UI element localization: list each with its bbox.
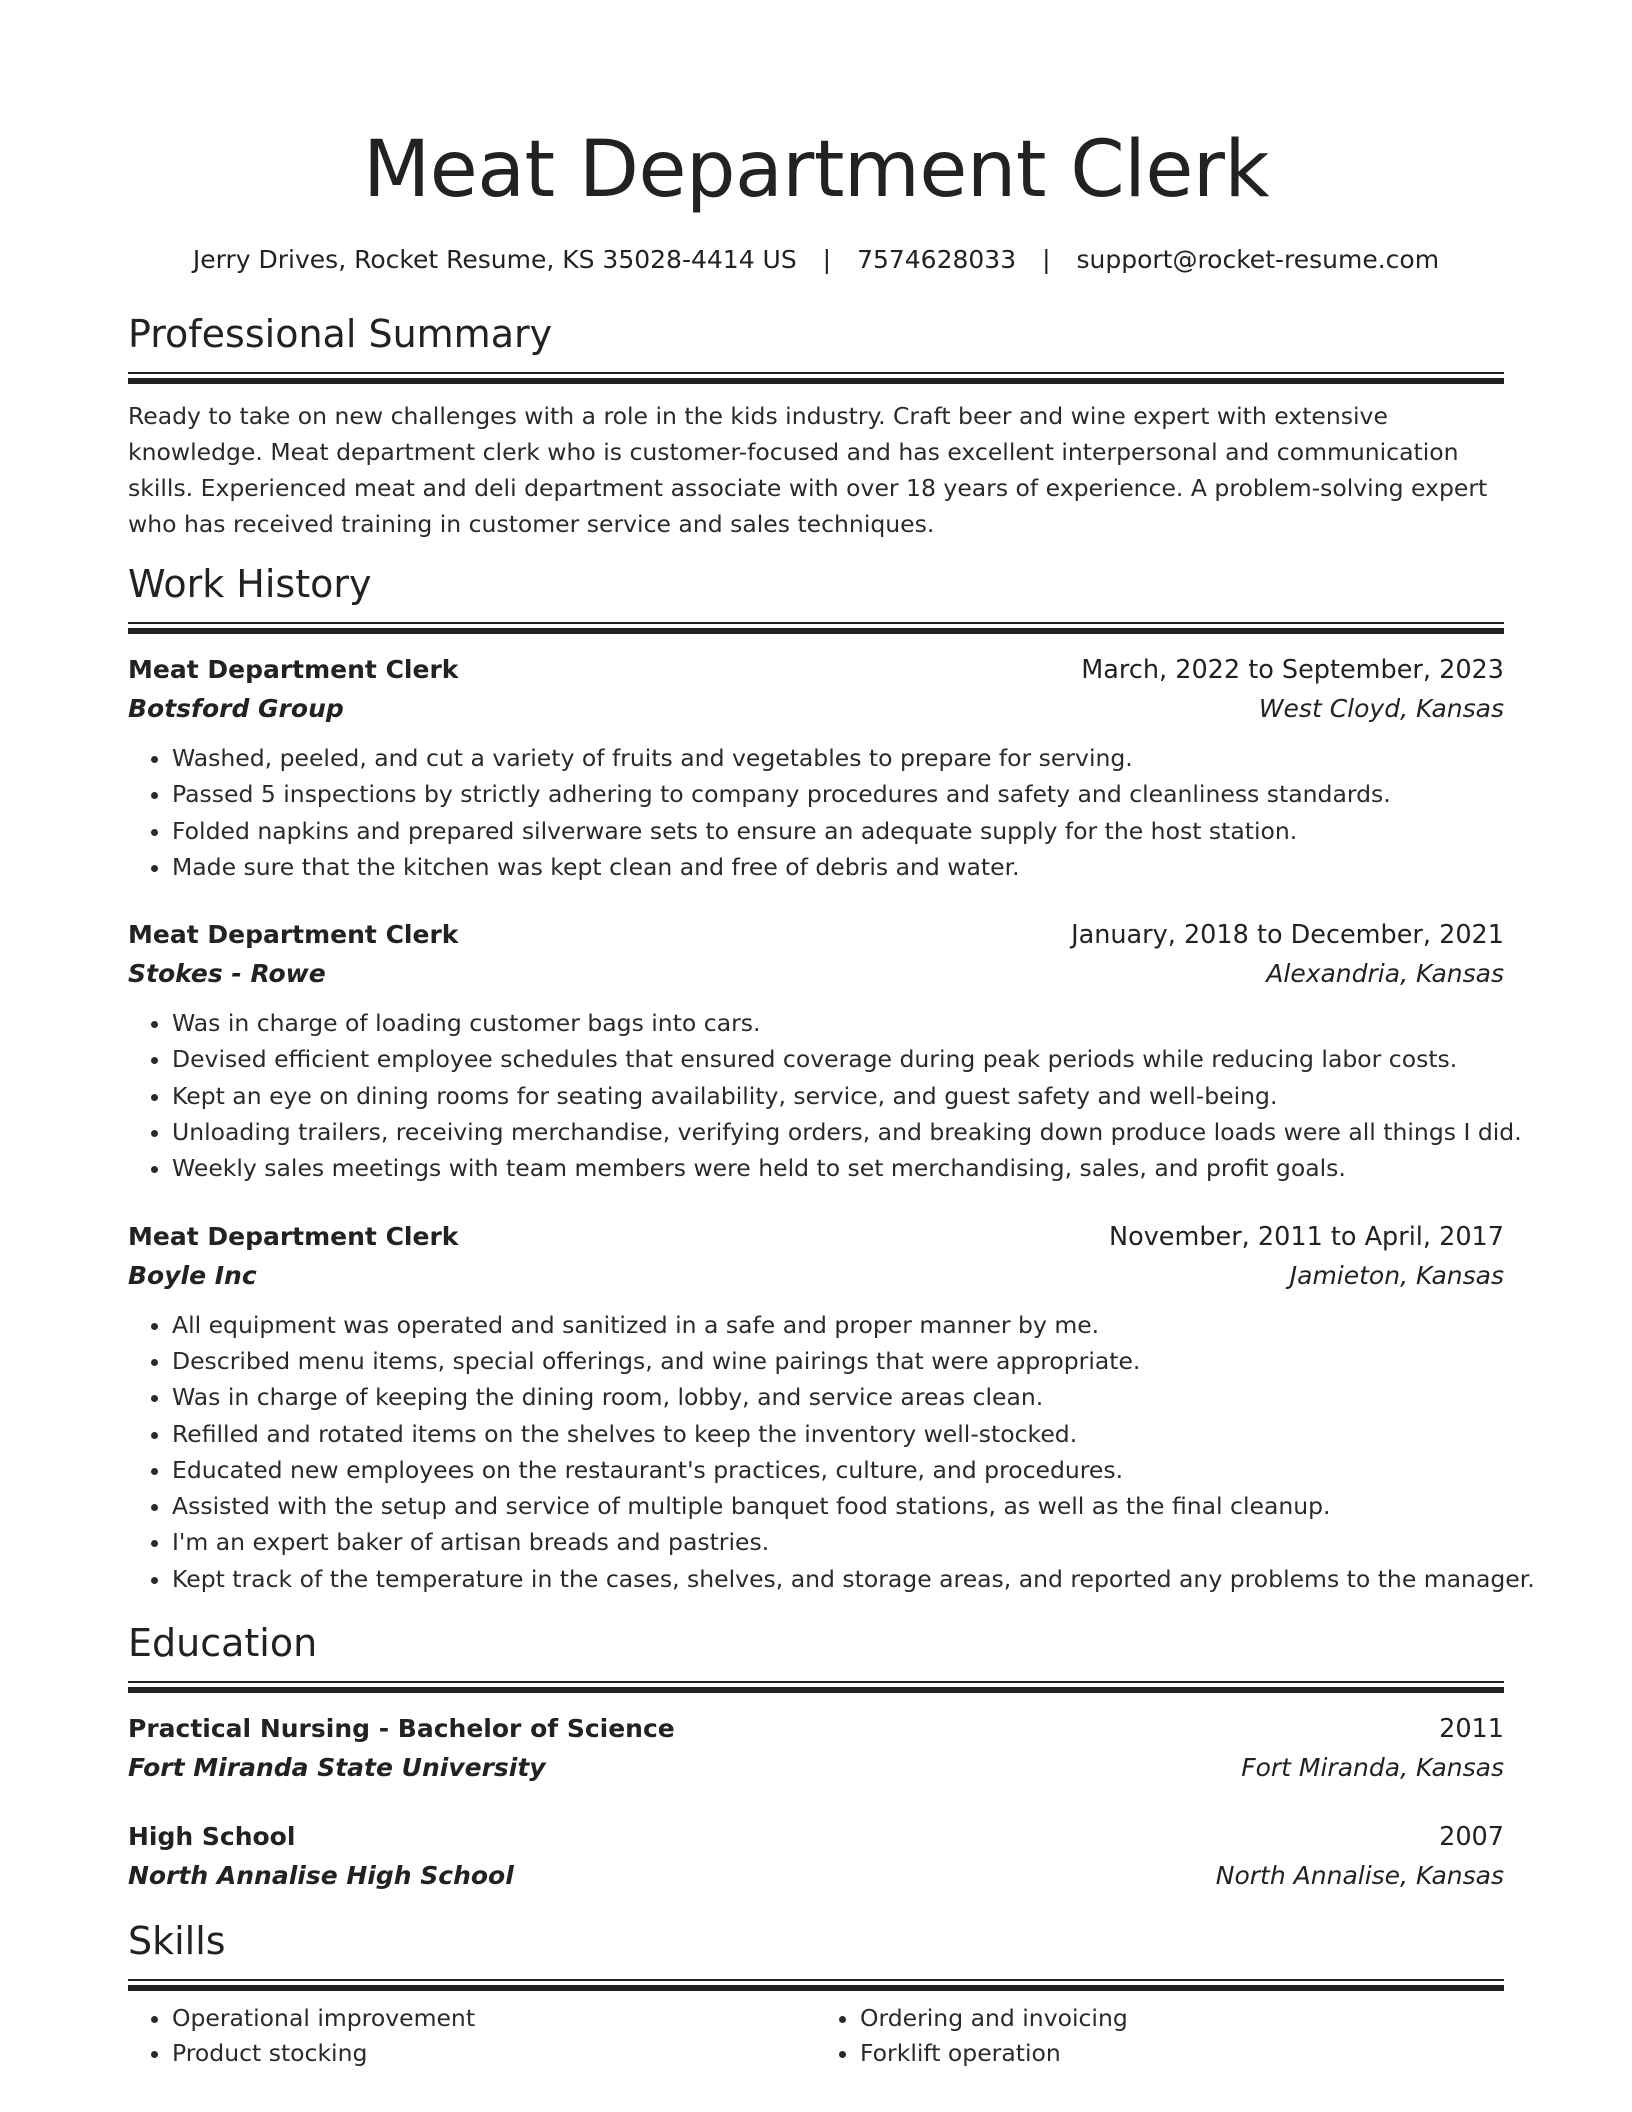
education-school: Fort Miranda State University bbox=[128, 1753, 546, 1783]
job-duty: • Weekly sales meetings with team members were held to set merchandising, sales, and profit goals. bbox=[172, 1150, 1504, 1186]
section-divider bbox=[128, 1681, 1504, 1693]
contact-separator: | bbox=[822, 245, 832, 274]
skill-item: • Operational improvement bbox=[172, 2001, 816, 2036]
job-company: Botsford Group bbox=[128, 694, 344, 723]
job-location: Alexandria, Kansas bbox=[1266, 959, 1504, 989]
job-duties-list bbox=[128, 740, 1504, 885]
job-duty: • Devised efficient employee schedules that ensured coverage during peak periods while reducing labor costs. bbox=[172, 1041, 1504, 1077]
job-duty: • Unloading trailers, receiving merchandise, verifying orders, and breaking down produce loads were all things I did. bbox=[172, 1114, 1504, 1150]
education-section-header bbox=[128, 1619, 1504, 1693]
skills-list bbox=[128, 2001, 1504, 2071]
section-title-education: Education bbox=[128, 1621, 318, 1666]
job-dates: November, 2011 to April, 2017 bbox=[1109, 1221, 1504, 1252]
job-location: West Cloyd, Kansas bbox=[1258, 694, 1504, 723]
section-divider bbox=[128, 1979, 1504, 1991]
contact-address: Jerry Drives, Rocket Resume, KS 35028-4414 US bbox=[192, 245, 797, 274]
job-entry bbox=[128, 915, 1522, 1186]
education-entry bbox=[128, 1817, 1504, 1895]
contact-separator: | bbox=[1042, 245, 1051, 274]
job-duty: • I'm an expert baker of artisan breads and pastries. bbox=[172, 1524, 1504, 1560]
section-title-summary: Professional Summary bbox=[128, 312, 553, 356]
job-duty: • Educated new employees on the restaurant's practices, culture, and procedures. bbox=[172, 1452, 1504, 1488]
contact-email: support@rocket-resume.com bbox=[1076, 245, 1440, 274]
job-dates: January, 2018 to December, 2021 bbox=[1071, 920, 1504, 951]
skill-item: • Forklift operation bbox=[860, 2036, 1504, 2071]
job-duty: • Described menu items, special offerings, and wine pairings that were appropriate. bbox=[172, 1343, 1504, 1379]
skills-column-right bbox=[816, 2001, 1504, 2071]
job-role: Meat Department Clerk bbox=[128, 1221, 459, 1251]
job-duty: • Washed, peeled, and cut a variety of fruits and vegetables to prepare for serving. bbox=[172, 740, 1504, 776]
education-degree: High School bbox=[128, 1822, 296, 1852]
contact-line bbox=[128, 244, 1504, 276]
job-role: Meat Department Clerk bbox=[128, 920, 459, 950]
job-duty: • Folded napkins and prepared silverware sets to ensure an adequate supply for the host station. bbox=[172, 813, 1504, 849]
section-divider bbox=[128, 372, 1504, 384]
job-dates: March, 2022 to September, 2023 bbox=[1081, 655, 1504, 685]
education-year: 2007 bbox=[1439, 1822, 1504, 1853]
skill-item: • Product stocking bbox=[172, 2036, 816, 2071]
skills-section-header bbox=[128, 1917, 1504, 1991]
job-duties-list bbox=[128, 1005, 1522, 1186]
job-duty: • Passed 5 inspections by strictly adhering to company procedures and safety and cleanliness standards. bbox=[172, 776, 1504, 812]
summary-section-header bbox=[128, 310, 1504, 384]
contact-phone: 7574628033 bbox=[857, 245, 1017, 274]
job-entry bbox=[128, 1217, 1535, 1597]
job-location: Jamieton, Kansas bbox=[1289, 1260, 1504, 1290]
job-duty: • Kept an eye on dining rooms for seating availability, service, and guest safety and well-being. bbox=[172, 1078, 1504, 1114]
job-duty: • Kept track of the temperature in the cases, shelves, and storage areas, and reported any problems to the manager. bbox=[172, 1561, 1504, 1597]
section-title-skills: Skills bbox=[128, 1919, 226, 1964]
resume-title: Meat Department Clerk bbox=[362, 125, 1270, 215]
resume-page bbox=[128, 0, 1535, 2071]
summary-text: Ready to take on new challenges with a role in the kids industry. Craft beer and wine expert with extensive knowledge. Meat department clerk who is customer-focused and has excellent interpersonal and communication skills. Experienced meat and deli department associate with over 18 years of experience. A problem-solving expert who has received training in customer service and sales techniques. bbox=[128, 402, 1488, 538]
job-duty: • Was in charge of loading customer bags into cars. bbox=[172, 1005, 1504, 1041]
job-duty: • All equipment was operated and sanitized in a safe and proper manner by me. bbox=[172, 1307, 1504, 1343]
skill-item: • Ordering and invoicing bbox=[860, 2001, 1504, 2036]
job-company: Boyle Inc bbox=[128, 1260, 257, 1290]
job-role: Meat Department Clerk bbox=[128, 655, 459, 684]
education-year: 2011 bbox=[1439, 1714, 1504, 1745]
job-entry bbox=[128, 650, 1504, 885]
job-duty: • Refilled and rotated items on the shelves to keep the inventory well-stocked. bbox=[172, 1416, 1504, 1452]
section-title-work: Work History bbox=[128, 562, 372, 606]
education-degree: Practical Nursing - Bachelor of Science bbox=[128, 1714, 675, 1744]
work-section-header bbox=[128, 560, 1504, 634]
job-duty: • Was in charge of keeping the dining room, lobby, and service areas clean. bbox=[172, 1379, 1504, 1415]
education-entry bbox=[128, 1709, 1504, 1787]
job-duties-list bbox=[128, 1307, 1535, 1597]
job-duty: • Made sure that the kitchen was kept clean and free of debris and water. bbox=[172, 849, 1504, 885]
education-location: Fort Miranda, Kansas bbox=[1241, 1753, 1504, 1783]
education-school: North Annalise High School bbox=[128, 1861, 514, 1891]
job-duty: • Assisted with the setup and service of multiple banquet food stations, as well as the final cleanup. bbox=[172, 1488, 1504, 1524]
job-company: Stokes - Rowe bbox=[128, 959, 326, 989]
education-location: North Annalise, Kansas bbox=[1215, 1861, 1504, 1891]
skills-column-left bbox=[128, 2001, 816, 2071]
section-divider bbox=[128, 622, 1504, 634]
